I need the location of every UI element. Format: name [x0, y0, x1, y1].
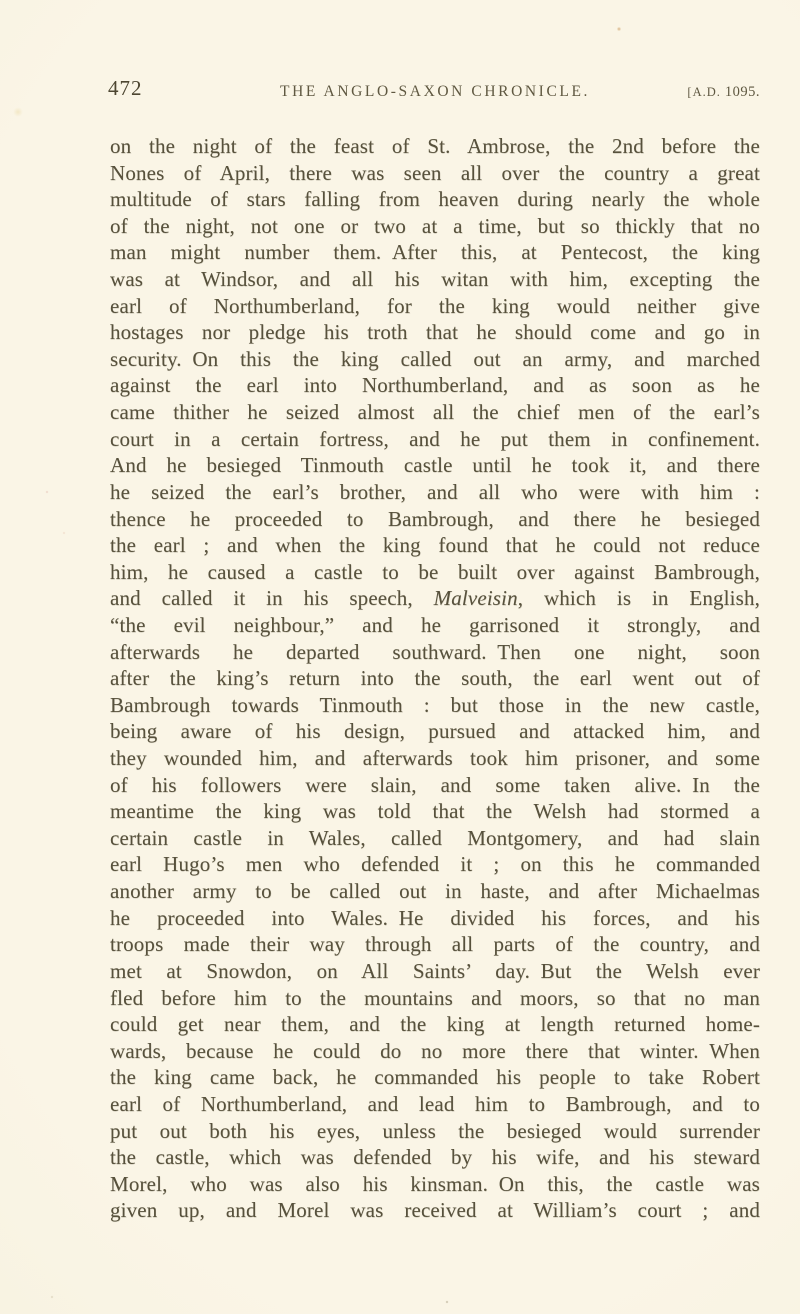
text-line: against the earl into Northumberland, and as soon as he — [110, 373, 760, 398]
text-line: met at Snowdon, on All Saints’ day. But the Welsh ever — [110, 958, 760, 983]
text-line: security. On this the king called out an army, and marched — [110, 346, 760, 371]
text-line: Morel, who was also his kinsman. On this, the castle was — [110, 1171, 760, 1196]
text-line: could get near them, and the king at length returned home- — [110, 1012, 760, 1037]
text-line: given up, and Morel was received at William’s court ; and — [110, 1198, 760, 1223]
text-line: him, he caused a castle to be built over against Bambrough, — [110, 559, 760, 584]
text-line: earl of Northumberland, for the king would neither give — [110, 293, 760, 318]
text-line: he seized the earl’s brother, and all who were with him : — [110, 479, 760, 504]
header-date-year: 1095. — [724, 84, 760, 100]
text-line: And he besieged Tinmouth castle until he took it, and there — [110, 453, 760, 478]
text-line: earl Hugo’s men who defended it ; on this he commanded — [110, 852, 760, 877]
text-line: Bambrough towards Tinmouth : but those in the new castle, — [110, 692, 760, 717]
text-line: on the night of the feast of St. Ambrose, the 2nd before the — [110, 134, 760, 158]
text-line: of his followers were slain, and some taken alive. In the — [110, 772, 760, 797]
text-line: earl of Northumberland, and lead him to Bambrough, and to — [110, 1091, 760, 1116]
text-line: another army to be called out in haste, and after Michaelmas — [110, 879, 760, 904]
text-line: Nones of April, there was seen all over the country a great — [110, 160, 760, 185]
text-line: of the night, not one or two at a time, but so thickly that no — [110, 213, 760, 238]
page-number: 472 — [108, 76, 143, 100]
text-line: and called it in his speech, Malveisin, which is in English, — [110, 586, 760, 611]
text-line: the castle, which was defended by his wife, and his steward — [110, 1145, 760, 1170]
header-date — [687, 83, 760, 101]
text-block — [110, 133, 760, 1224]
text-line: certain castle in Wales, called Montgomery, and had slain — [110, 825, 760, 850]
text-line: being aware of his design, pursued and attacked him, and — [110, 719, 760, 744]
text-line: came thither he seized almost all the chief men of the earl’s — [110, 400, 760, 425]
text-line: afterwards he departed southward. Then one night, soon — [110, 639, 760, 664]
text-line: meantime the king was told that the Welsh had stormed a — [110, 799, 760, 824]
text-line: they wounded him, and afterwards took him prisoner, and some — [110, 746, 760, 771]
text-line: the king came back, he commanded his people to take Robert — [110, 1065, 760, 1090]
text-line: put out both his eyes, unless the besieged would surrender — [110, 1118, 760, 1143]
text-line: fled before him to the mountains and moors, so that no man — [110, 985, 760, 1010]
text-line: after the king’s return into the south, the earl went out of — [110, 666, 760, 691]
running-title: THE ANGLO-SAXON CHRONICLE. — [280, 83, 590, 100]
text-line: wards, because he could do no more there that winter. When — [110, 1038, 760, 1063]
text-line: he proceeded into Wales. He divided his forces, and his — [110, 905, 760, 930]
text-line: court in a certain fortress, and he put them in confinement. — [110, 426, 760, 451]
text-line: man might number them. After this, at Pentecost, the king — [110, 240, 760, 265]
text-line: thence he proceeded to Bambrough, and there he besieged — [110, 506, 760, 531]
text-line: troops made their way through all parts of the country, and — [110, 932, 760, 957]
text-line: the earl ; and when the king found that he could not reduce — [110, 533, 760, 558]
header-date-era: [A.D. — [687, 85, 721, 99]
text-line: was at Windsor, and all his witan with him, excepting the — [110, 267, 760, 292]
text-line: multitude of stars falling from heaven during nearly the whole — [110, 187, 760, 212]
text-line: “the evil neighbour,” and he garrisoned it strongly, and — [110, 612, 760, 637]
text-line: hostages nor pledge his troth that he should come and go in — [110, 320, 760, 345]
